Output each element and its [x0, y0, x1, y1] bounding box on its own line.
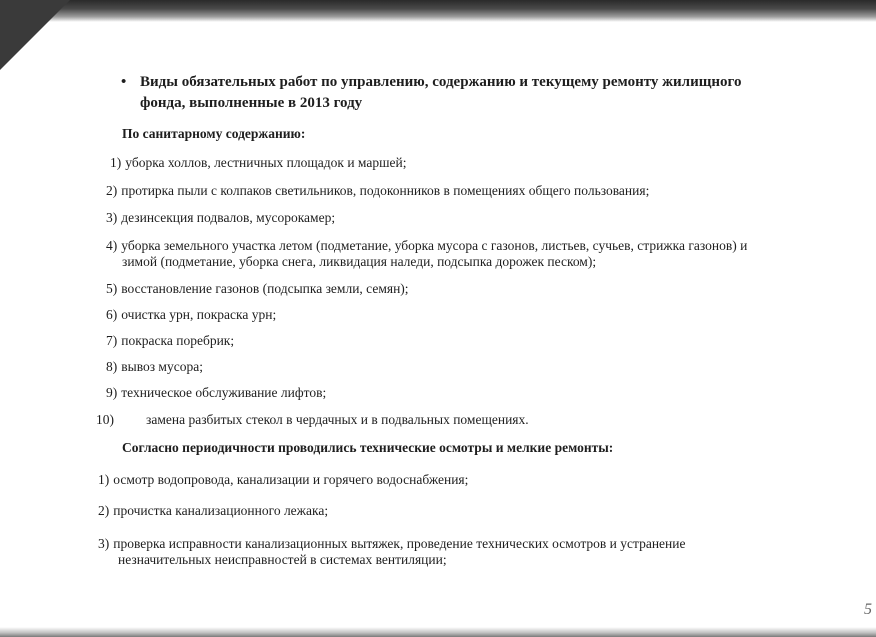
item-text: уборка земельного участка летом (подметание, уборка мусора с газонов, листьев, сучьев, стрижка газонов) и	[121, 238, 748, 253]
heading-line-1: Виды обязательных работ по управлению, содержанию и текущему ремонту жилищного	[140, 74, 742, 90]
scan-top-edge	[0, 0, 876, 22]
item-text: покраска поребрик;	[121, 333, 235, 348]
heading-line-2: фонда, выполненные в 2013 году	[140, 95, 363, 111]
item-text: очистка урн, покраска урн;	[121, 307, 277, 322]
item-text: осмотр водопровода, канализации и горячего водоснабжения;	[113, 472, 469, 487]
item-number: 4)	[106, 238, 118, 253]
item-number: 8)	[106, 359, 118, 374]
section-1-title: По санитарному содержанию:	[122, 126, 306, 141]
item-number: 3)	[106, 210, 118, 225]
item-text: замена разбитых стекол в чердачных и в подвальных помещениях.	[146, 412, 529, 427]
list-item	[106, 306, 276, 324]
item-number: 6)	[106, 307, 118, 322]
item-number: 5)	[106, 281, 118, 296]
list-item	[106, 280, 409, 298]
item-text: протирка пыли с колпаков светильников, подоконников в помещениях общего пользования;	[121, 183, 650, 198]
item-text: техническое обслуживание лифтов;	[121, 385, 327, 400]
item-number: 2)	[98, 503, 110, 518]
list-item	[106, 237, 747, 255]
item-number: 2)	[106, 183, 118, 198]
item-text: вывоз мусора;	[121, 359, 203, 374]
bullet-marker: •	[121, 74, 127, 90]
item-continuation: незначительных неисправностей в системах вентиляции;	[118, 552, 447, 567]
list-item	[110, 154, 407, 172]
item-text: проверка исправности канализационных вытяжек, проведение технических осмотров и устранение	[113, 536, 686, 551]
page-number: 5	[864, 601, 872, 618]
list-item	[106, 209, 335, 227]
item-number: 9)	[106, 385, 118, 400]
item-number: 1)	[98, 472, 110, 487]
list-item	[106, 182, 649, 200]
item-number: 3)	[98, 536, 110, 551]
scan-bottom-edge	[0, 627, 876, 637]
item-text: дезинсекция подвалов, мусорокамер;	[121, 210, 336, 225]
item-text: уборка холлов, лестничных площадок и маршей;	[125, 155, 407, 170]
item-number: 1)	[110, 155, 122, 170]
item-number: 7)	[106, 333, 118, 348]
list-item	[98, 535, 685, 553]
list-item	[106, 358, 203, 376]
item-number: 10)	[96, 412, 114, 427]
list-item	[98, 502, 328, 520]
scan-corner-shadow	[0, 0, 70, 70]
section-2-title: Согласно периодичности проводились технические осмотры и мелкие ремонты:	[122, 440, 614, 455]
document-heading	[121, 72, 860, 114]
list-item	[106, 384, 326, 402]
list-item	[98, 471, 468, 489]
item-text: восстановление газонов (подсыпка земли, семян);	[121, 281, 409, 296]
item-continuation: зимой (подметание, уборка снега, ликвидация наледи, подсыпка дорожек песком);	[122, 254, 597, 269]
list-item	[96, 411, 529, 429]
item-text: прочистка канализационного лежака;	[113, 503, 329, 518]
list-item	[106, 332, 234, 350]
